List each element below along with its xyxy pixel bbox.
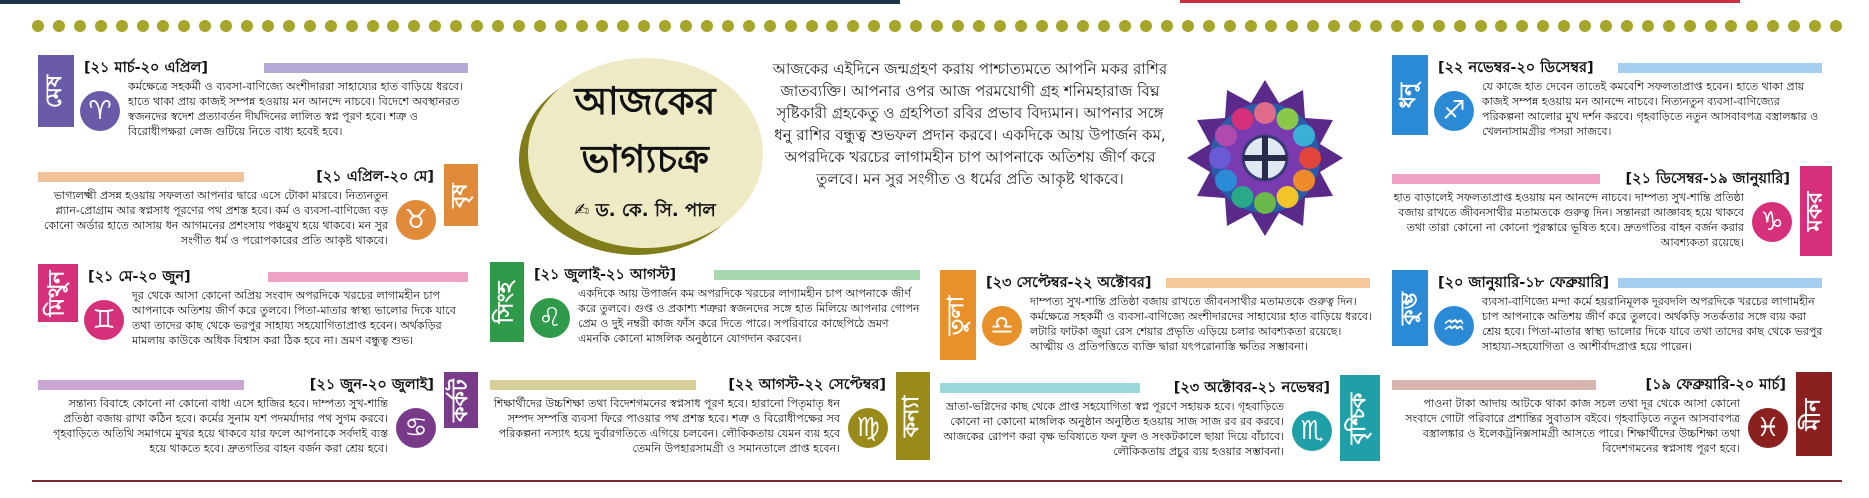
sign-forecast-text: শিক্ষার্থীদের উচ্চশিক্ষা তথা বিদেশগমনের স্বপ্নসাধ পূরণ হবে। হারানো পিতৃমাতৃ ধন সম্পদ সম্পত্তি ব্যবসা ফিরে পাওয়ার পথ প্রশস্ত হবে। শত্রু ও বিরোধীপক্ষের সব পরিকল্পনা নস্যাৎ হয়ে দুর্বারগতিতে এগিয়ে চলবেন। লৌকিকতায় যেমন ব্যয় হবে তেমনি উপহারসামগ্রী ও সমানতালে প্রাপ্ত হবেন। — [493, 397, 840, 455]
dot-ornament — [1454, 20, 1466, 32]
sign-forecast-text: পাওনা টাকা আদায় আটকে থাকা কাজ সচল তথা দূর থেকে আসা কোনো সংবাদে গোটা পরিবারে প্রশান্তির সুবাতাস বইবে। গৃহবাড়িতে নতুন আসবাবপত্র বস্ত্রালঙ্কার ও ইলেকট্রনিক্সসামগ্রী আসতে পারে। শিক্ষার্থীদের উচ্চশিক্ষা তথা বিদেশগমনের স্বপ্নসাধ পূরণ হবে। — [1405, 397, 1740, 455]
zodiac-kumbha-icon: ♒ — [1434, 306, 1474, 346]
sign-forecast-text: ব্যবসা-বাণিজ্যে মন্দা কর্মে হয়রানিমূলক দূরবদলি অপরদিকে খরচের লাগামহীন চাপ আপনাকে অতিশয় জীর্ণ করে তুলবে। অর্থকড়ি সতর্কতার সঙ্গে ব্যয় করা শ্রেয় হবে। পিতা-মাতার স্বাস্থ্য ভালোর দিকে যাবে তথা তাদের কাছ থেকে ভরপুর সাহায্য-সহযোগিতা ও আশীর্বাদপ্রাপ্ত হয়ে পারেন। — [1482, 295, 1823, 353]
dot-ornament — [994, 20, 1006, 32]
sign-header-bar — [268, 272, 468, 282]
zodiac-kanya-icon: ♍ — [848, 408, 888, 448]
sign-date-range: [২১ এপ্রিল-২০ মে] — [316, 169, 434, 185]
zodiac-mithun-icon: ♊ — [84, 300, 124, 340]
sign-name: কুম্ভ — [1396, 291, 1422, 325]
sign-forecast-text: ভ্রাতা-ভগ্নিদের কাছ থেকে প্রাপ্ত সহযোগিতা স্বপ্ন পূরণে সহায়ক হবে। গৃহবাড়িতে কোনো না কোনো মাঙ্গলিক অনুষ্ঠান অনুষ্ঠিত হওয়ায় সাজ সাজ রব রব করবে। আজকের রোপণ করা বৃক্ষ ভবিষ্যতে ফল ফুল ও সংকটকালে ছায়া দিয়ে বাঁচাবে। লৌকিকতায় প্রচুর ব্যয় হওয়ার সম্ভাবনা। — [943, 400, 1284, 458]
dot-ornament — [367, 20, 379, 32]
dot-ornament — [806, 20, 818, 32]
sign-block-kanya — [490, 372, 930, 472]
dot-ornament — [534, 20, 546, 32]
sign-date-range: [২১ জুলাই-২১ আগস্ট] — [534, 267, 677, 283]
dot-ornament — [178, 20, 190, 32]
sign-block-dhanu — [1392, 55, 1832, 155]
dot-ornament — [1370, 20, 1382, 32]
dot-ornament — [617, 20, 629, 32]
sign-date-range: [২১ জুন-২০ জুলাই] — [309, 377, 434, 393]
dot-ornament — [1475, 20, 1487, 32]
sign-forecast-text: সন্তান্য বিবাহে কোনো না কোনো বাধা এসে হাজির হবে। দাম্পত্য সুখ-শান্তি প্রতিষ্ঠা বজায় রাখা কঠিন হবে। কর্মের সুনাম যশ পদমর্যাদার পথ সুগম করবে। গৃহবাড়িতে অতিথি সমাগমে মুখর হয়ে থাকবে যার ফলে আপনাকে সর্বদাই ব্যস্ত হয়ে থাকতে হবে। দ্রুতগতির বাহন বর্জন করা শ্রেয় হবে। — [53, 397, 388, 455]
sign-date-range: [২১ মার্চ-২০ এপ্রিল] — [84, 60, 208, 76]
sign-header-bar — [1166, 278, 1370, 288]
sign-name-tab — [1340, 375, 1380, 461]
zodiac-wheel-segment — [1209, 147, 1231, 169]
sign-name-tab — [1796, 372, 1832, 456]
dot-ornament — [1537, 20, 1549, 32]
sign-block-meen — [1392, 372, 1832, 472]
sign-name-tab — [38, 55, 74, 127]
zodiac-wheel-segment — [1215, 170, 1237, 192]
dot-ornament — [1516, 20, 1528, 32]
sign-date-range: [২১ মে-২০ জুন] — [88, 269, 191, 285]
sign-name: কন্যা — [899, 395, 925, 437]
sign-header-bar — [1618, 63, 1822, 73]
zodiac-karkat-icon: ♋ — [396, 408, 436, 448]
sign-header-bar — [1392, 380, 1596, 390]
bottom-rule — [32, 480, 1842, 482]
dot-ornament — [1286, 20, 1298, 32]
dot-ornament — [157, 20, 169, 32]
sign-block-karkat — [38, 372, 478, 472]
dot-ornament — [1349, 20, 1361, 32]
zodiac-wheel-segment — [1254, 102, 1276, 124]
sign-name: সিংহ — [493, 281, 519, 323]
sign-block-mesh — [38, 55, 478, 155]
author-byline — [545, 196, 745, 227]
dot-ornament — [1119, 20, 1131, 32]
dot-ornament — [74, 20, 86, 32]
dot-ornament — [1663, 20, 1675, 32]
dot-ornament — [1328, 20, 1340, 32]
zodiac-wheel-segment — [1277, 108, 1299, 130]
dot-ornament — [722, 20, 734, 32]
dot-ornament — [764, 20, 776, 32]
zodiac-meen-icon: ♓ — [1748, 408, 1788, 448]
dot-ornament — [1746, 20, 1758, 32]
dot-ornament — [1579, 20, 1591, 32]
dot-ornament — [680, 20, 692, 32]
dot-ornament — [555, 20, 567, 32]
dot-ornament — [304, 20, 316, 32]
zodiac-brishchik-icon: ♏ — [1292, 411, 1332, 451]
sign-block-kumbha — [1392, 270, 1832, 370]
sign-block-brishchik — [940, 375, 1380, 475]
sign-block-brish — [38, 164, 478, 264]
zodiac-wheel-segment — [1277, 186, 1299, 208]
dot-ornament — [387, 20, 399, 32]
dot-ornament — [1809, 20, 1821, 32]
dot-ornament — [638, 20, 650, 32]
dot-ornament — [492, 20, 504, 32]
zodiac-mesh-icon: ♈ — [80, 91, 120, 131]
sign-name: মিথুন — [44, 270, 70, 316]
zodiac-wheel-segment — [1232, 186, 1254, 208]
dot-ornament — [1684, 20, 1696, 32]
title-line-2: ভাগ্যচক্র — [581, 137, 709, 181]
intro-text: আজকের এইদিনে জন্মগ্রহণ করায় পাশ্চাত্যমতে আপনি মকর রাশির জাতব্যক্তি। আপনার ওপর আজ পরমযোগী গ্রহ শনিমহারাজ বিঘ্ন সৃষ্টিকারী গ্রহকেতু ও গ্রহপিতা রবির প্রভাব বিদ্যমান। আপনার সঙ্গে ধনু রাশির বন্ধুত্ব শুভফল প্রদান করবে। একদিকে আয় উপার্জন কম, অপরদিকে খরচের লাগামহীন চাপ আপনাকে অতিশয় জীর্ণ করে তুলবে। মন সুর সংগীত ও ধর্মের প্রতি আকৃষ্ট থাকবে। — [772, 60, 1168, 188]
dot-ornament — [952, 20, 964, 32]
dot-ornament — [1642, 20, 1654, 32]
sign-header-bar — [1618, 278, 1822, 288]
dot-ornament — [576, 20, 588, 32]
sign-forecast-text: ভাগ্যলক্ষ্মী প্রসন্ন হওয়ায় সফলতা আপনার দ্বারে এসে টোকা মারবে। নিত্যনতুন প্ল্যান-প্রোগ্রাম আর স্বপ্নসাধ পূরণের পথ প্রশস্ত হবে। কর্ম ও ব্যবসা-বাণিজ্যে বড় কোনো অর্ডার হাতে আসায় ধন আগমনের প্রশংসায় পঞ্চমুখ হয়ে থাকবে। মন সুর সংগীত ধর্ম ও পরোপকারের প্রতি আকৃষ্ট থাকবে। — [43, 189, 388, 247]
sign-name-tab — [896, 372, 930, 460]
dot-ornament — [1558, 20, 1570, 32]
sign-name-tab — [1392, 55, 1428, 135]
dot-ornament — [931, 20, 943, 32]
zodiac-brish-icon: ♉ — [396, 200, 436, 240]
sign-date-range: [২২ নভেম্বর-২০ ডিসেম্বর] — [1438, 60, 1594, 76]
dot-ornament — [116, 20, 128, 32]
zodiac-tula-icon: ♎ — [982, 306, 1022, 346]
sign-forecast-text: দূর থেকে আসা কোনো অপ্রিয় সংবাদ অপরদিকে খরচের লাগামহীন চাপ আপনাকে অতিশয় জীর্ণ করে তুলবে। পিতা-মাতার স্বাস্থ্য ভালোর দিকে যাবে তথা তাদের কাছ থেকে ভরপুর সাহায্য সহযোগিতাপ্রাপ্ত হবেন। অর্থকড়ির মামলায় কাউকে অধিক বিশ্বাস করা ঠিক হবে না। ভ্রমণ বন্ধুত্ব শুভ। — [132, 289, 456, 347]
sign-forecast-text: কর্মক্ষেত্রে সহকর্মী ও ব্যবসা-বাণিজ্যে অংশীদাররা সাহায্যের হাত বাড়িয়ে ধরবে। হাতে থাকা প্রায় কাজই সম্পন্ন হওয়ায় মন আনন্দে নাচবে। বিদেশে অবস্থানরত স্বজনদের স্বদেশ প্রত্যাবর্তন দীর্ঘদিনের লালিত স্বপ্ন পূরণ হবে। শত্রু ও বিরোধীপক্ষরা লেজ গুটিয়ে নিতে বাধ্য হবেই হবে। — [128, 80, 463, 138]
sign-header-bar — [940, 383, 1140, 393]
zodiac-singha-icon: ♌ — [530, 298, 570, 338]
sign-name-tab — [490, 262, 524, 342]
zodiac-wheel-icon — [1185, 78, 1345, 238]
dot-ornament — [53, 20, 65, 32]
sign-date-range: [২১ ডিসেম্বর-১৯ জানুয়ারি] — [1625, 171, 1790, 187]
dot-ornament — [1203, 20, 1215, 32]
sign-name-tab — [1392, 270, 1428, 346]
dot-ornament — [1600, 20, 1612, 32]
sign-forecast-text: একদিকে আয় উপার্জন কম অপরদিকে খরচের লাগামহীন চাপ আপনাকে জীর্ণ করে তুলবে। গুপ্ত ও প্রকাশ্য শত্রুরা স্বজনদের সঙ্গে হাত মিলিয়ে আপনার গোপন প্রেম ও দুই নম্বরী কাজ ফাঁস করে দিতে পারে। সপরিবারে কাছেপিঠে ভ্রমণ এমনকি কোনো মাঙ্গলিক অনুষ্ঠানে যোগদান করবেন। — [578, 287, 920, 345]
dot-ornament — [1307, 20, 1319, 32]
sign-date-range: [২৩ অক্টোবর-২১ নভেম্বর] — [1173, 380, 1330, 396]
zodiac-wheel-segment — [1215, 125, 1237, 147]
dot-ornament — [868, 20, 880, 32]
dot-ornament — [513, 20, 525, 32]
zodiac-wheel-segment — [1293, 125, 1315, 147]
dot-ornament — [1224, 20, 1236, 32]
dot-ornament — [785, 20, 797, 32]
dot-ornament — [262, 20, 274, 32]
dot-ornament — [1036, 20, 1048, 32]
top-strip-right — [1180, 0, 1740, 3]
sign-date-range: [২২ আগস্ট-২২ সেপ্টেম্বর] — [728, 377, 886, 393]
dot-ornament — [220, 20, 232, 32]
sign-header-bar — [38, 172, 244, 182]
dot-ornament — [1077, 20, 1089, 32]
sign-name: ধনু — [1396, 82, 1422, 108]
sign-header-bar — [264, 63, 468, 73]
dot-ornament — [1767, 20, 1779, 32]
sign-header-bar — [490, 380, 696, 390]
dot-ornament — [701, 20, 713, 32]
dot-ornament — [241, 20, 253, 32]
dot-ornament — [471, 20, 483, 32]
dot-ornament — [1161, 20, 1173, 32]
dot-ornament — [1391, 20, 1403, 32]
dot-ornament — [1788, 20, 1800, 32]
dot-ornament — [743, 20, 755, 32]
dot-ornament — [1495, 20, 1507, 32]
zodiac-wheel-segment — [1254, 192, 1276, 214]
zodiac-wheel-segment — [1232, 108, 1254, 130]
sign-name-tab — [1800, 166, 1832, 256]
dot-ornament — [596, 20, 608, 32]
sign-forecast-text: দাম্পত্য সুখ-শান্তি প্রতিষ্ঠা বজায় রাখতে জীবনসাথীর মতামতকে গুরুত্ব দিন। কর্মক্ষেত্রে সহকর্মী ও ব্যবসা-বাণিজ্যে অংশীদারদের সাহায্যের হাত বাড়িয়ে ধরবে। লটারি ফাটকা জুয়া রেস শেয়ার প্রভৃতি এড়িয়ে চলার আবশ্যকতা রয়েছে। আত্মীয় ও প্রতিপত্তিতে ব্যক্তি দ্বারা যৎপরোনাস্তি ক্ষতির সম্ভাবনা। — [1030, 295, 1372, 353]
top-strip-left — [0, 0, 900, 4]
sign-name-tab — [38, 264, 78, 322]
dotted-divider — [32, 20, 1842, 34]
dot-ornament — [408, 20, 420, 32]
sign-date-range: [২০ জানুয়ারি-১৮ ফেব্রুয়ারি] — [1438, 275, 1610, 291]
dot-ornament — [346, 20, 358, 32]
sign-name: মেষ — [42, 74, 68, 108]
sign-name-tab — [444, 372, 478, 428]
sign-name: বৃষ — [447, 182, 473, 208]
sign-name: মকর — [1802, 191, 1828, 231]
dot-ornament — [1705, 20, 1717, 32]
sign-name-tab — [940, 270, 976, 360]
dot-ornament — [1621, 20, 1633, 32]
dot-ornament — [1433, 20, 1445, 32]
dot-ornament — [199, 20, 211, 32]
zodiac-dhanu-icon: ♐ — [1434, 91, 1474, 131]
sign-block-tula — [940, 270, 1380, 370]
sign-block-singha — [490, 262, 930, 362]
dot-ornament — [1830, 20, 1842, 32]
dot-ornament — [826, 20, 838, 32]
top-strip — [0, 0, 1869, 8]
sign-date-range: [২৩ সেপ্টেম্বর-২২ অক্টোবর] — [986, 275, 1152, 291]
dot-ornament — [137, 20, 149, 32]
dot-ornament — [325, 20, 337, 32]
zodiac-makar-icon: ♑ — [1752, 202, 1792, 242]
zodiac-wheel-segment — [1293, 170, 1315, 192]
dot-ornament — [450, 20, 462, 32]
sign-header-bar — [1392, 174, 1600, 184]
sign-header-bar — [714, 270, 920, 280]
sign-name: তুলা — [944, 295, 970, 335]
sign-name: মীন — [1800, 398, 1826, 430]
zodiac-wheel-segment — [1299, 147, 1321, 169]
dot-ornament — [1245, 20, 1257, 32]
page-title — [540, 72, 750, 188]
sign-block-mithun — [38, 264, 478, 364]
dot-ornament — [1015, 20, 1027, 32]
dot-ornament — [95, 20, 107, 32]
dot-ornament — [1098, 20, 1110, 32]
dot-ornament — [1412, 20, 1424, 32]
dot-ornament — [910, 20, 922, 32]
sign-forecast-text: হাত বাড়ালেই সফলতাপ্রাপ্ত হওয়ায় মন আনন্দে নাচবে। দাম্পত্য সুখ-শান্তি প্রতিষ্ঠা বজায় রাখতে জীবনসাথীর মতামতকে গুরুত্ব দিন। সন্তানরা আজ্ঞাবহ হয়ে থাকবে তথা তারা কোনো না কোনো পুরস্কারে ভূষিত হবে। দ্রুতগতির বাহন বর্জন করার আবশ্যকতা রয়েছে। — [1393, 191, 1744, 249]
dot-ornament — [659, 20, 671, 32]
dot-ornament — [973, 20, 985, 32]
sign-block-makar — [1392, 166, 1832, 266]
dot-ornament — [32, 20, 44, 32]
sign-name: কর্কট — [447, 378, 473, 422]
title-line-1: আজকের — [574, 79, 716, 123]
sign-header-bar — [38, 380, 244, 390]
sign-name-tab — [444, 164, 478, 226]
sign-name: বৃশ্চিক — [1346, 392, 1372, 444]
dot-ornament — [429, 20, 441, 32]
dot-ornament — [1265, 20, 1277, 32]
sign-date-range: [১৯ ফেব্রুয়ারি-২০ মার্চ] — [1645, 377, 1786, 393]
pen-icon: ✍ — [574, 200, 590, 221]
dot-ornament — [1725, 20, 1737, 32]
author-name: ড. কে. সি. পাল — [595, 200, 716, 221]
dot-ornament — [283, 20, 295, 32]
dot-ornament — [889, 20, 901, 32]
dot-ornament — [847, 20, 859, 32]
sign-forecast-text: যে কাজে হাত দেবেন তাতেই কমবেশি সফলতাপ্রাপ্ত হবেন। হাতে থাকা প্রায় কাজই সম্পন্ন হওয়ায় মন আনন্দে নাচবে। নিত্যনতুন ব্যবসা-বাণিজ্যের পরিকল্পনা আলোর মুখ দর্শন করবে। গৃহবাড়িতে নতুন আসবাবপত্র বস্ত্রালঙ্কার ও খেলনাসামগ্রীর পসরা সাজবে। — [1482, 80, 1819, 138]
dot-ornament — [1056, 20, 1068, 32]
dot-ornament — [1140, 20, 1152, 32]
dot-ornament — [1182, 20, 1194, 32]
